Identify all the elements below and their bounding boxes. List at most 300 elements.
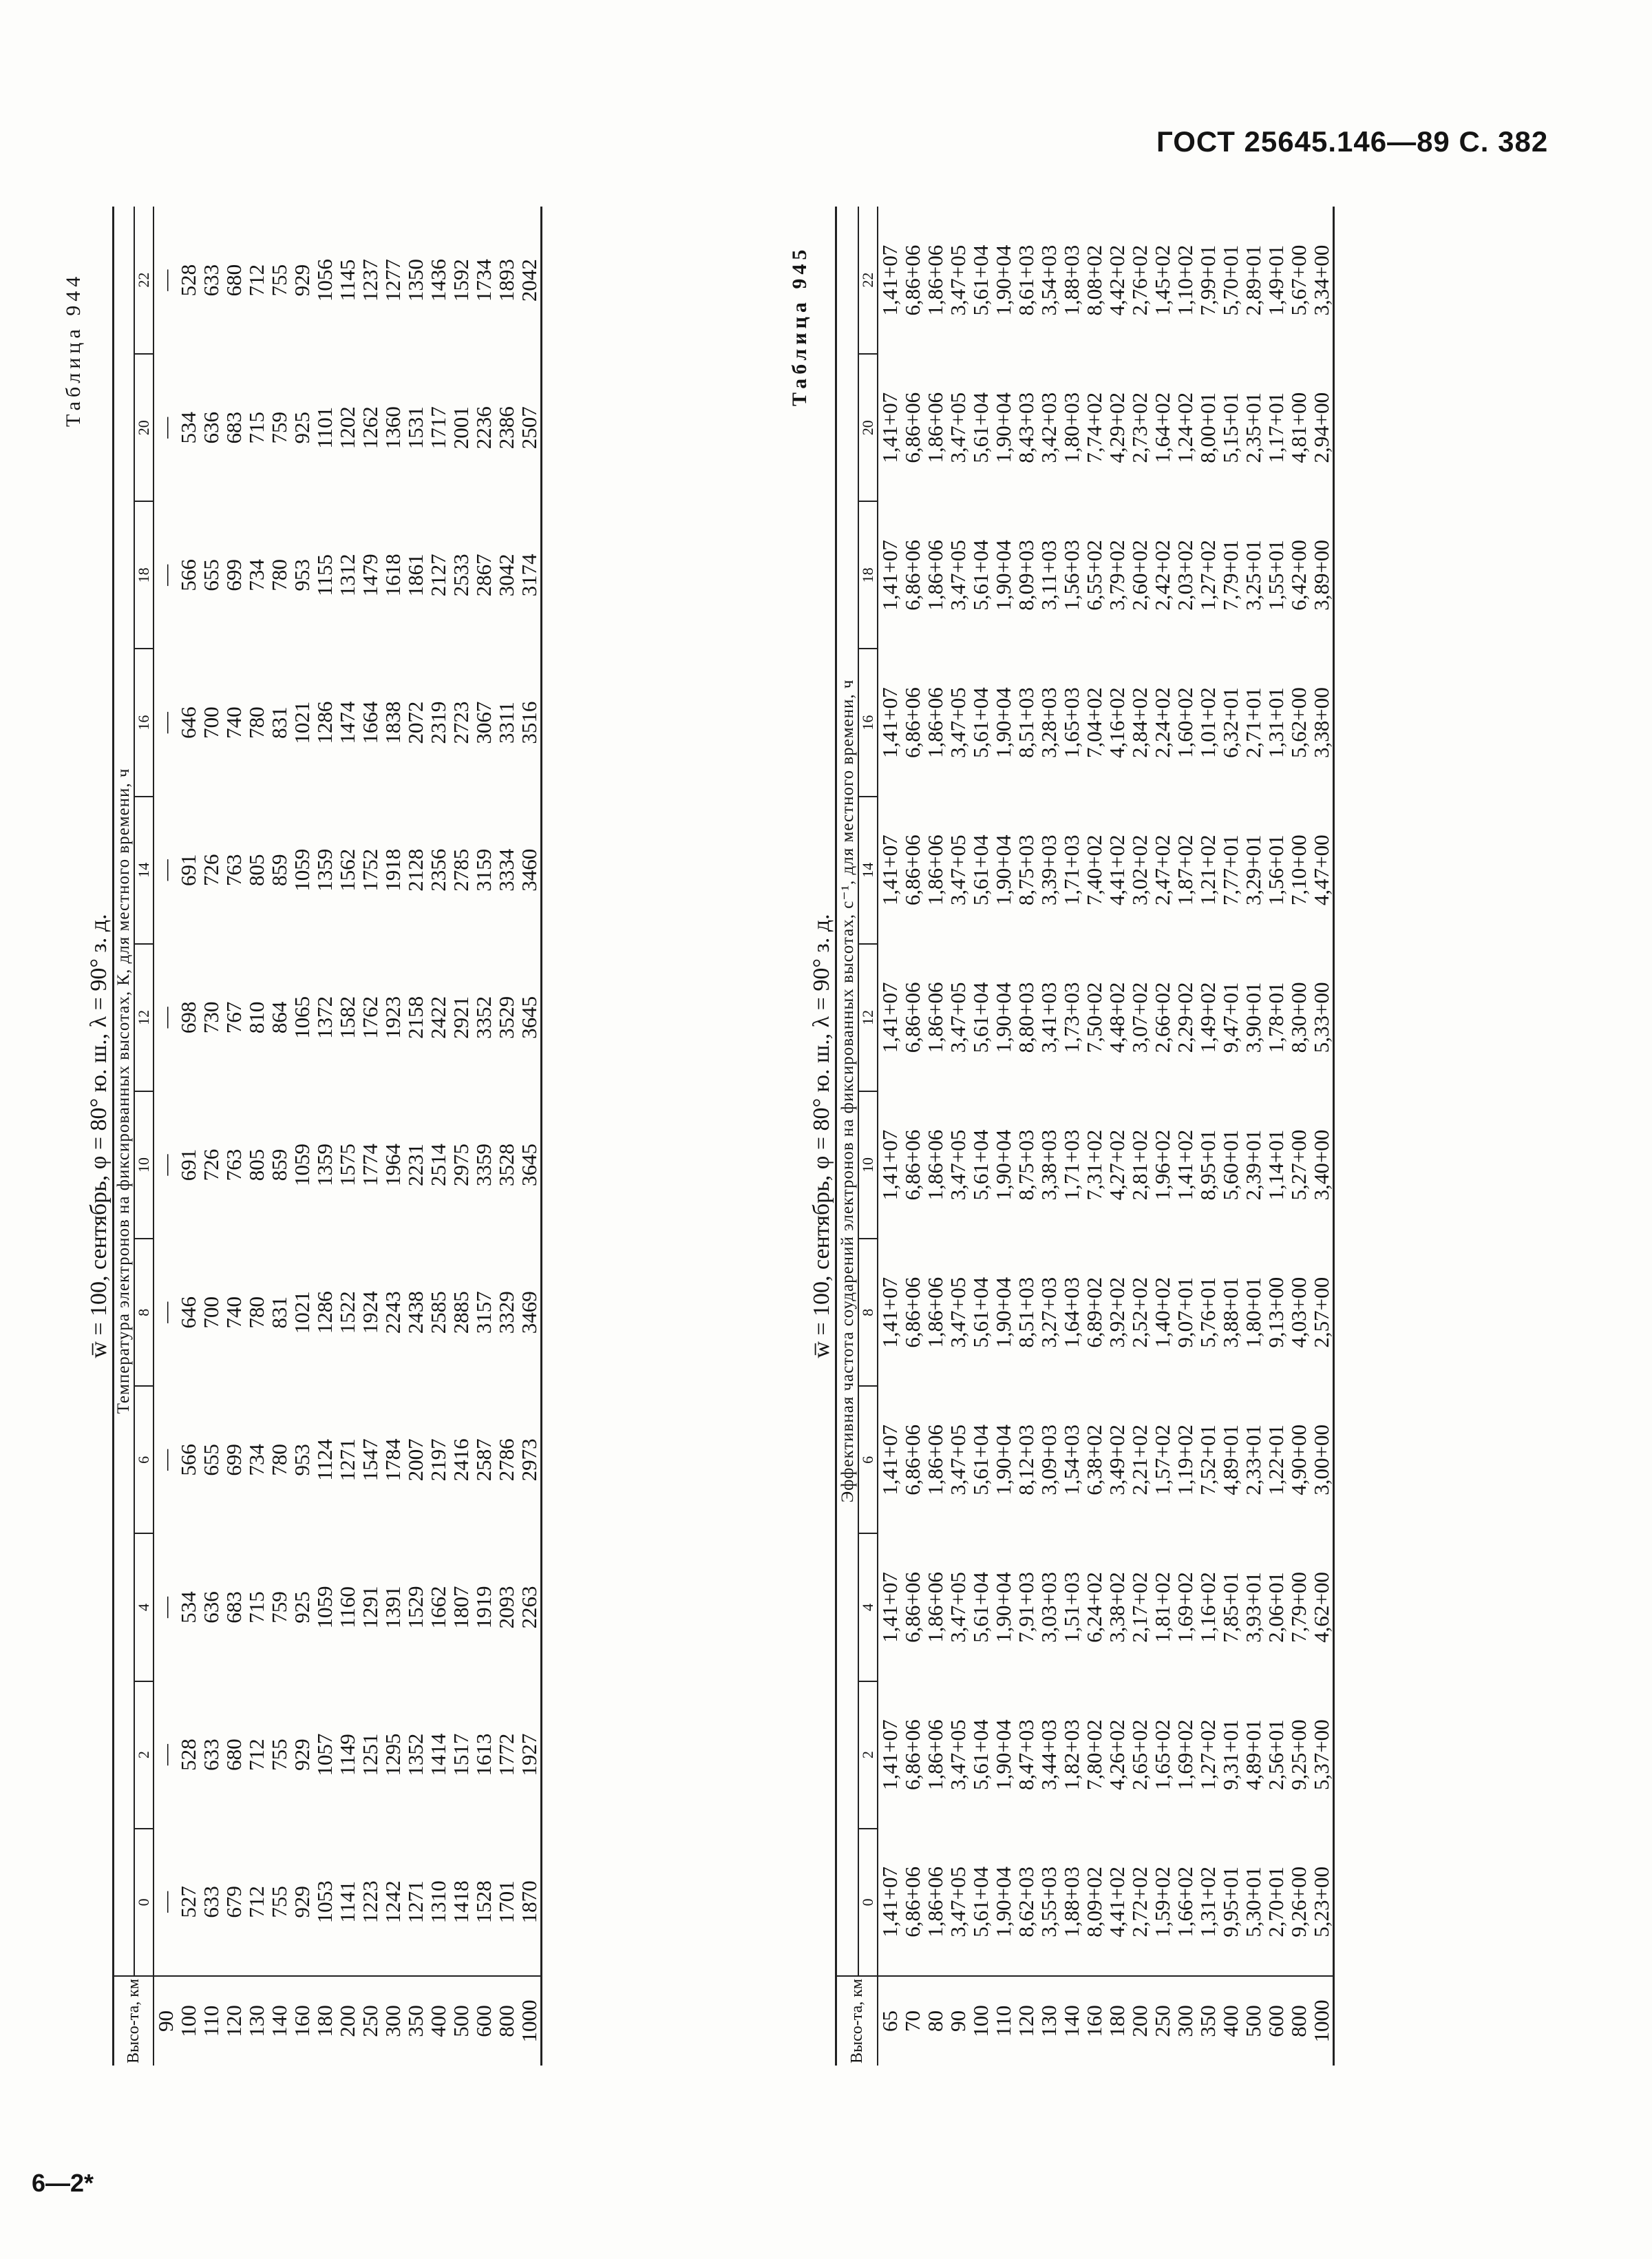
- table-cell: 4,41+02: [1105, 834, 1129, 906]
- table-cell: 5,61+04: [968, 392, 993, 463]
- table-cell: 864: [267, 1001, 291, 1034]
- time-column-header: 4: [134, 1533, 153, 1681]
- time-column-header: 18: [134, 501, 153, 649]
- table-cell: 1,86+06: [923, 1719, 947, 1791]
- table-cell: 1717: [426, 406, 450, 450]
- height-value: 800: [494, 2005, 518, 2037]
- table-cell: 1350: [403, 259, 427, 302]
- table-cell: 3,47+05: [946, 244, 970, 316]
- time-column-header: 8: [134, 1239, 153, 1386]
- table-cell: 805: [244, 854, 268, 886]
- table-cell: 1056: [313, 259, 337, 302]
- time-column-header: 14: [858, 797, 878, 944]
- table-cell: 1,31+02: [1196, 1866, 1220, 1937]
- table-cell: 7,74+02: [1082, 392, 1106, 463]
- table-cell: 1774: [358, 1144, 382, 1187]
- table-cell: 2,73+02: [1127, 392, 1152, 463]
- table-cell: 1,49+01: [1264, 244, 1288, 316]
- table-cell: 3,38+00: [1309, 687, 1333, 758]
- height-value: 1000: [517, 1999, 541, 2043]
- table-cell: 1,86+06: [923, 834, 947, 906]
- table-cell: 1,71+03: [1059, 1129, 1083, 1201]
- table-cell: 1,41+07: [878, 1572, 902, 1643]
- table-cell: 1,51+03: [1059, 1572, 1083, 1643]
- table-cell: 1,69+02: [1173, 1719, 1197, 1791]
- table-cell: 1,27+02: [1196, 540, 1220, 611]
- table-cell: 1592: [449, 259, 473, 302]
- table-cell: 2,06+01: [1264, 1572, 1288, 1643]
- table-cell: 734: [244, 1444, 268, 1476]
- table-cell: 1237: [358, 259, 382, 302]
- table-cell: 1734: [472, 259, 496, 302]
- table-cell: 712: [244, 1886, 268, 1918]
- table-cell: 6,86+06: [900, 1276, 924, 1348]
- table-cell: 1,17+01: [1264, 392, 1288, 463]
- height-value: 140: [1059, 2005, 1083, 2037]
- table-cell: 7,52+01: [1196, 1425, 1220, 1495]
- table-cell: 1,80+03: [1059, 392, 1083, 463]
- table-cell: 683: [222, 1591, 246, 1624]
- table-cell: 953: [290, 559, 314, 591]
- table-cell: 5,61+04: [968, 1276, 993, 1348]
- time-column-header: 0: [134, 1829, 153, 1976]
- table-cell: 1141: [335, 1880, 359, 1923]
- table-cell: 2,84+02: [1127, 687, 1152, 758]
- table-cell: 1059: [290, 848, 314, 892]
- table-944-body: [153, 207, 542, 2066]
- table-cell: 925: [290, 1591, 314, 1624]
- table-cell: 3,89+00: [1309, 540, 1333, 611]
- table-cell: 3,44+03: [1037, 1719, 1061, 1791]
- table-cell: 5,33+00: [1309, 982, 1333, 1053]
- time-values-column: [878, 354, 1334, 501]
- table-cell: 655: [199, 1444, 223, 1476]
- table-cell: 7,80+02: [1082, 1719, 1106, 1791]
- table-cell: 1291: [358, 1586, 382, 1629]
- table-cell: 5,61+04: [968, 1425, 993, 1495]
- table-cell: 2973: [517, 1438, 541, 1482]
- table-cell: 1,86+06: [923, 244, 947, 316]
- time-column-header: 6: [858, 1386, 878, 1533]
- table-cell: 1923: [381, 996, 405, 1039]
- table-cell: 3174: [517, 554, 541, 597]
- table-cell: 3352: [472, 996, 496, 1039]
- table-cell: —: [153, 269, 178, 291]
- table-cell: 2007: [403, 1438, 427, 1482]
- table-cell: 4,27+02: [1105, 1129, 1129, 1201]
- table-cell: 5,70+01: [1218, 244, 1242, 316]
- table-cell: 7,99+01: [1196, 244, 1220, 316]
- table-cell: 755: [267, 1738, 291, 1771]
- height-value: 600: [1264, 2005, 1288, 2037]
- table-cell: 6,86+06: [900, 540, 924, 611]
- table-cell: 699: [222, 1444, 246, 1476]
- table-cell: 1762: [358, 996, 382, 1039]
- table-cell: 1,96+02: [1150, 1129, 1174, 1201]
- table-cell: 3,41+03: [1037, 982, 1061, 1053]
- table-cell: 4,89+01: [1241, 1719, 1265, 1791]
- table-cell: 6,55+02: [1082, 540, 1106, 611]
- time-column-header: 20: [858, 354, 878, 501]
- table-945-label: Таблица 945: [788, 245, 811, 406]
- table-cell: 2,57+00: [1309, 1276, 1333, 1348]
- height-value: 80: [923, 2010, 947, 2032]
- table-cell: 6,24+02: [1082, 1572, 1106, 1643]
- table-cell: 1,66+02: [1173, 1866, 1197, 1937]
- table-cell: 691: [176, 1148, 200, 1181]
- table-cell: 2533: [449, 554, 473, 597]
- table-cell: 1418: [449, 1880, 473, 1924]
- table-cell: —: [153, 1007, 178, 1029]
- table-cell: 929: [290, 1738, 314, 1771]
- table-cell: 5,61+04: [968, 1572, 993, 1643]
- table-cell: 3,34+00: [1309, 244, 1333, 316]
- table-cell: 2,89+01: [1241, 244, 1265, 316]
- table-cell: 2585: [426, 1291, 450, 1334]
- time-values-column: [878, 1681, 1334, 1829]
- table-cell: 1919: [472, 1586, 496, 1629]
- table-cell: 2,72+02: [1127, 1866, 1152, 1937]
- table-cell: —: [153, 1154, 178, 1176]
- table-cell: 1372: [313, 996, 337, 1039]
- table-cell: 3516: [517, 701, 541, 744]
- table-cell: 726: [199, 1148, 223, 1181]
- table-cell: 767: [222, 1001, 246, 1034]
- table-cell: 655: [199, 559, 223, 591]
- table-cell: 1,90+04: [991, 1129, 1015, 1201]
- table-cell: 636: [199, 1591, 223, 1624]
- table-cell: 6,86+06: [900, 1719, 924, 1791]
- table-cell: 3,49+02: [1105, 1425, 1129, 1495]
- table-cell: 859: [267, 1148, 291, 1181]
- table-cell: 5,62+00: [1286, 687, 1311, 758]
- table-cell: 1924: [358, 1291, 382, 1334]
- table-cell: 810: [244, 1001, 268, 1034]
- table-cell: 8,95+01: [1196, 1129, 1220, 1201]
- height-values-column: [878, 1976, 1334, 2066]
- table-cell: 1,65+03: [1059, 687, 1083, 758]
- table-cell: 8,12+03: [1014, 1425, 1038, 1495]
- table-cell: 1,86+06: [923, 687, 947, 758]
- table-cell: 1,87+02: [1173, 834, 1197, 906]
- table-cell: 5,76+01: [1196, 1276, 1220, 1348]
- table-cell: 1160: [335, 1586, 359, 1628]
- table-cell: 3528: [494, 1144, 518, 1187]
- table-cell: 1,41+07: [878, 244, 902, 316]
- table-945-title: w̅ = 100, сентябрь, φ = 80° ю. ш., λ = 90° з. д.: [809, 914, 834, 1358]
- table-cell: 1414: [426, 1733, 450, 1776]
- height-value: 160: [290, 2005, 314, 2037]
- table-cell: 2416: [449, 1438, 473, 1482]
- table-cell: 2263: [517, 1586, 541, 1629]
- table-cell: 730: [199, 1001, 223, 1034]
- table-cell: 2,56+01: [1264, 1719, 1288, 1791]
- table-cell: 1,86+06: [923, 392, 947, 463]
- table-cell: 7,50+02: [1082, 982, 1106, 1053]
- table-cell: 1352: [403, 1733, 427, 1776]
- table-cell: 1547: [358, 1438, 382, 1482]
- table-cell: 1582: [335, 996, 359, 1039]
- table-cell: 2867: [472, 554, 496, 597]
- table-cell: 1223: [358, 1880, 382, 1924]
- height-value: 350: [1196, 2005, 1220, 2037]
- table-cell: 1359: [313, 1144, 337, 1187]
- table-cell: 1927: [517, 1733, 541, 1776]
- table-cell: 1,41+07: [878, 1425, 902, 1495]
- table-cell: 1,64+03: [1059, 1276, 1083, 1348]
- table-cell: 5,23+00: [1309, 1866, 1333, 1937]
- height-value: 300: [1173, 2005, 1197, 2037]
- table-cell: 3,39+03: [1037, 834, 1061, 906]
- height-value: 180: [1105, 2005, 1129, 2037]
- time-values-column: [878, 207, 1334, 354]
- time-values-column: [153, 1533, 542, 1681]
- table-cell: 1021: [290, 701, 314, 744]
- height-value: 350: [403, 2005, 427, 2037]
- table-cell: 1,73+03: [1059, 982, 1083, 1053]
- table-cell: 3,47+05: [946, 1572, 970, 1643]
- document-header: ГОСТ 25645.146—89 С. 382: [1156, 125, 1549, 158]
- table-cell: 1,71+03: [1059, 834, 1083, 906]
- height-value: 400: [1218, 2005, 1242, 2037]
- time-column-header: 12: [134, 944, 153, 1091]
- table-cell: 4,16+02: [1105, 687, 1129, 758]
- table-cell: 1149: [335, 1734, 359, 1776]
- table-cell: 6,86+06: [900, 1425, 924, 1495]
- table-cell: 7,91+03: [1014, 1572, 1038, 1643]
- table-cell: 1,14+01: [1264, 1129, 1288, 1201]
- table-cell: 3,29+01: [1241, 834, 1265, 906]
- table-cell: 1,90+04: [991, 687, 1015, 758]
- table-cell: 2356: [426, 848, 450, 892]
- table-cell: 3,11+03: [1037, 540, 1061, 611]
- table-cell: 4,62+00: [1309, 1572, 1333, 1643]
- table-cell: 759: [267, 412, 291, 444]
- table-cell: 1,78+01: [1264, 982, 1288, 1053]
- height-value: 250: [358, 2005, 382, 2037]
- time-column-header: 16: [134, 649, 153, 797]
- table-cell: 2,71+01: [1241, 687, 1265, 758]
- table-cell: —: [153, 712, 178, 734]
- table-cell: 2,17+02: [1127, 1572, 1152, 1643]
- table-cell: 715: [244, 1591, 268, 1624]
- time-values-column: [153, 207, 542, 354]
- time-values-column: [878, 797, 1334, 944]
- table-cell: 780: [244, 1296, 268, 1329]
- table-cell: 1,54+03: [1059, 1425, 1083, 1495]
- height-value: 600: [472, 2005, 496, 2037]
- table-cell: 3,03+03: [1037, 1572, 1061, 1643]
- table-cell: 8,30+00: [1286, 982, 1311, 1053]
- table-cell: 8,08+02: [1082, 244, 1106, 316]
- table-cell: 3311: [494, 702, 518, 744]
- table-cell: 1,64+02: [1150, 392, 1174, 463]
- table-cell: 3,38+03: [1037, 1129, 1061, 1201]
- table-cell: 1,41+07: [878, 1276, 902, 1348]
- height-value: 70: [900, 2010, 924, 2032]
- table-cell: 5,27+00: [1286, 1129, 1311, 1201]
- table-cell: 1,41+07: [878, 687, 902, 758]
- table-cell: 1807: [449, 1586, 473, 1629]
- height-column-header: Высо-та, км: [836, 1976, 878, 2066]
- table-cell: 6,86+06: [900, 982, 924, 1053]
- table-cell: 6,42+00: [1286, 540, 1311, 611]
- table-cell: 3359: [472, 1144, 496, 1187]
- table-cell: 929: [290, 264, 314, 297]
- table-cell: 1,31+01: [1264, 687, 1288, 758]
- table-cell: 1838: [381, 701, 405, 744]
- table-cell: 1,86+06: [923, 1425, 947, 1495]
- table-cell: 7,31+02: [1082, 1129, 1106, 1201]
- table-cell: 1,41+07: [878, 982, 902, 1053]
- table-cell: 929: [290, 1886, 314, 1918]
- table-cell: 1701: [494, 1880, 518, 1924]
- time-values-column: [153, 1681, 542, 1829]
- height-value: 130: [244, 2005, 268, 2037]
- table-cell: 1,10+02: [1173, 244, 1197, 316]
- table-cell: 3460: [517, 848, 541, 892]
- table-cell: 712: [244, 1738, 268, 1771]
- table-cell: 3,47+05: [946, 1425, 970, 1495]
- table-cell: 1,41+07: [878, 1866, 902, 1937]
- table-cell: 3,47+05: [946, 1719, 970, 1791]
- table-cell: 1021: [290, 1291, 314, 1334]
- table-cell: 2786: [494, 1438, 518, 1482]
- table-cell: 5,61+04: [968, 1866, 993, 1937]
- table-cell: 1310: [426, 1880, 450, 1924]
- table-cell: 2587: [472, 1438, 496, 1482]
- table-cell: 3159: [472, 848, 496, 892]
- table-cell: 780: [244, 706, 268, 739]
- table-cell: 1664: [358, 701, 382, 744]
- table-cell: 1,45+02: [1150, 244, 1174, 316]
- table-cell: 953: [290, 1444, 314, 1476]
- table-cell: —: [153, 1449, 178, 1471]
- table-cell: 6,86+06: [900, 244, 924, 316]
- table-cell: 2072: [403, 701, 427, 744]
- table-cell: 4,42+02: [1105, 244, 1129, 316]
- table-cell: 534: [176, 412, 200, 444]
- table-cell: 734: [244, 559, 268, 591]
- height-value: 120: [1014, 2005, 1038, 2037]
- height-value: 160: [1082, 2005, 1106, 2037]
- table-cell: 1,41+07: [878, 1719, 902, 1791]
- time-column-header: 18: [858, 501, 878, 649]
- table-cell: 8,61+03: [1014, 244, 1038, 316]
- table-cell: 1,86+06: [923, 1866, 947, 1937]
- table-cell: 1,69+02: [1173, 1572, 1197, 1643]
- table-cell: 6,86+06: [900, 392, 924, 463]
- table-cell: 1,57+02: [1150, 1425, 1174, 1495]
- table-cell: 3,47+05: [946, 834, 970, 906]
- table-cell: 1613: [472, 1733, 496, 1776]
- table-cell: 2,76+02: [1127, 244, 1152, 316]
- table-cell: 1065: [290, 996, 314, 1039]
- time-values-column: [153, 354, 542, 501]
- table-cell: 755: [267, 1886, 291, 1918]
- time-values-column: [153, 1239, 542, 1386]
- time-values-column: [153, 944, 542, 1091]
- time-column-header: 14: [134, 797, 153, 944]
- table-cell: 1,86+06: [923, 1276, 947, 1348]
- height-values-column: [153, 1976, 542, 2066]
- table-cell: 1,22+01: [1264, 1425, 1288, 1495]
- table-cell: 3,47+05: [946, 1129, 970, 1201]
- table-cell: —: [153, 417, 178, 439]
- table-cell: 715: [244, 412, 268, 444]
- table-cell: 1,65+02: [1150, 1719, 1174, 1791]
- time-column-header: 16: [858, 649, 878, 797]
- table-cell: 1,81+02: [1150, 1572, 1174, 1643]
- time-column-header: 12: [858, 944, 878, 1091]
- table-cell: 1059: [290, 1144, 314, 1187]
- height-value: 300: [381, 2005, 405, 2037]
- table-cell: 3,00+00: [1309, 1425, 1333, 1495]
- time-column-header: 20: [134, 354, 153, 501]
- table-cell: 528: [176, 1738, 200, 1771]
- table-cell: 859: [267, 854, 291, 886]
- table-cell: 5,15+01: [1218, 392, 1242, 463]
- table-cell: 1057: [313, 1733, 337, 1776]
- local-time-header-row: [858, 207, 878, 2066]
- table-cell: 5,61+04: [968, 1719, 993, 1791]
- table-cell: 1,41+07: [878, 392, 902, 463]
- table-cell: 680: [222, 1738, 246, 1771]
- table-cell: 8,09+02: [1082, 1866, 1106, 1937]
- table-cell: 1286: [313, 701, 337, 744]
- table-cell: 1752: [358, 848, 382, 892]
- time-column-header: 10: [858, 1091, 878, 1239]
- table-cell: 1861: [403, 554, 427, 597]
- table-cell: 1870: [517, 1880, 541, 1924]
- table-cell: 1,88+03: [1059, 1866, 1083, 1937]
- table-cell: 3,40+00: [1309, 1129, 1333, 1201]
- table-cell: 1155: [313, 554, 337, 596]
- table-cell: 5,61+04: [968, 834, 993, 906]
- table-cell: 2785: [449, 848, 473, 892]
- table-cell: 1059: [313, 1586, 337, 1629]
- table-cell: 1,41+07: [878, 834, 902, 906]
- table-cell: 1359: [313, 848, 337, 892]
- time-values-column: [878, 501, 1334, 649]
- table-cell: 2,81+02: [1127, 1129, 1152, 1201]
- table-cell: 3,54+03: [1037, 244, 1061, 316]
- table-cell: 646: [176, 1296, 200, 1329]
- height-value: 250: [1150, 2005, 1174, 2037]
- table-cell: 712: [244, 264, 268, 297]
- table-cell: —: [153, 564, 178, 586]
- table-cell: 3,47+05: [946, 687, 970, 758]
- time-values-column: [878, 1829, 1334, 1976]
- table-cell: 1918: [381, 848, 405, 892]
- table-cell: 1202: [335, 406, 359, 450]
- height-value: 100: [968, 2005, 993, 2037]
- table-cell: 3157: [472, 1291, 496, 1334]
- table-cell: 3,90+01: [1241, 982, 1265, 1053]
- table-944-label: Таблица 944: [62, 272, 85, 427]
- table-cell: 2,29+02: [1173, 982, 1197, 1053]
- table-cell: 8,80+03: [1014, 982, 1038, 1053]
- table-cell: 3,79+02: [1105, 540, 1129, 611]
- table-cell: 2,39+01: [1241, 1129, 1265, 1201]
- table-cell: 2386: [494, 406, 518, 450]
- table-cell: 1,40+02: [1150, 1276, 1174, 1348]
- table-cell: 2,21+02: [1127, 1425, 1152, 1495]
- table-cell: 2093: [494, 1586, 518, 1629]
- table-cell: 2,33+01: [1241, 1425, 1265, 1495]
- table-cell: 3,47+05: [946, 392, 970, 463]
- table-cell: 4,41+02: [1105, 1866, 1129, 1937]
